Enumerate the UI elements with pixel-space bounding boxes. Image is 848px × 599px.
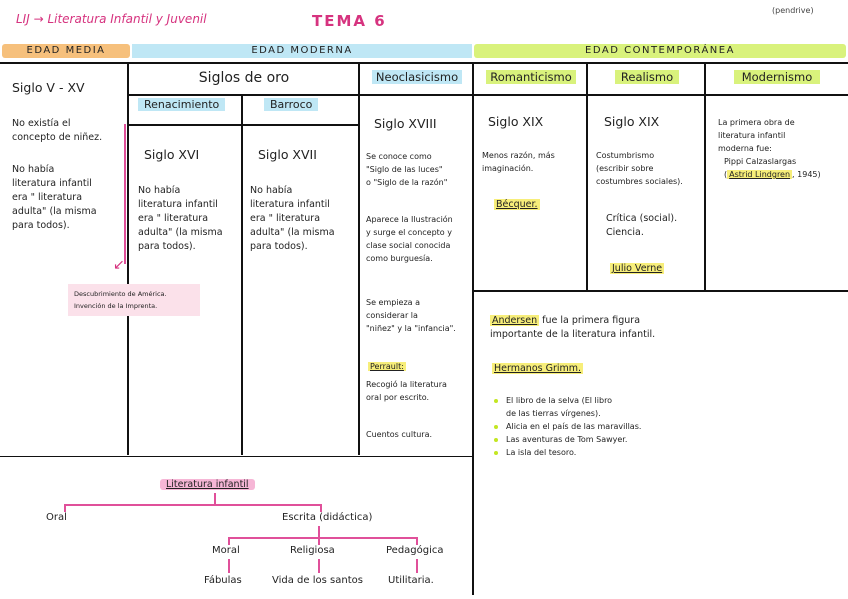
pending-note: (pendrive)	[772, 6, 814, 15]
contemporanea-split	[472, 290, 848, 292]
band-edad-moderna: EDAD MODERNA	[132, 44, 472, 58]
tree-branch-1	[64, 504, 320, 506]
neoclasicismo-text-3: Se empieza a considerar la "niñez" y la "infancia".	[366, 298, 456, 333]
neoclasicismo-heading: Neoclasicismo	[362, 70, 472, 84]
tree-branch-2	[228, 537, 418, 539]
divider-romanticismo	[586, 62, 588, 290]
siglos-de-oro-heading: Siglos de oro	[198, 70, 290, 86]
barroco-century: Siglo XVII	[258, 147, 317, 162]
renacimiento-century: Siglo XVI	[144, 147, 200, 162]
tree-pedagogica-stem	[416, 537, 418, 545]
renacimiento-text: No había literatura infantil era " literatura adulta" (la misma para todos).	[138, 185, 223, 252]
list-item: La isla del tesoro.	[494, 446, 641, 459]
tree-fabulas: Fábulas	[204, 575, 242, 586]
realismo-text-1: Costumbrismo (escribir sobre costumbres sociales).	[596, 151, 683, 186]
neoclasicismo-text-5: Cuentos cultura.	[366, 430, 433, 439]
document-title: LIJ → Literatura Infantil y Juvenil	[16, 12, 207, 26]
tree-utilitaria: Utilitaria.	[388, 575, 434, 586]
bottom-rule	[0, 456, 472, 457]
tree-moral-stem	[228, 537, 230, 545]
band-edad-contemporanea: EDAD CONTEMPORÁNEA	[474, 44, 846, 58]
divider-media	[127, 62, 129, 455]
tree-escrita-stem	[320, 504, 322, 512]
list-item: Las aventuras de Tom Sawyer.	[494, 433, 641, 446]
tree-oral: Oral	[46, 512, 67, 523]
band-edad-media: EDAD MEDIA	[2, 44, 130, 58]
tree-fabulas-stem	[228, 559, 230, 573]
edad-media-heading: Siglo V - XV	[12, 80, 85, 95]
grimm-author: Hermanos Grimm.	[494, 363, 582, 374]
modernismo-text: La primera obra de literatura infantil moderna fue: Pippi Calzaslargas ( Astrid Lindgren , 1945)	[718, 118, 821, 179]
neoclasicismo-century: Siglo XVIII	[374, 116, 437, 131]
realismo-heading: Realismo	[590, 70, 704, 84]
divider-neoclasicismo	[472, 62, 474, 595]
tree-vida-santos: Vida de los santos	[272, 575, 363, 586]
neoclasicismo-text-2: Aparece la Ilustración y surge el concepto y clase social conocida como burguesía.	[366, 215, 453, 263]
bullet-icon	[494, 399, 498, 403]
romanticismo-century: Siglo XIX	[488, 114, 544, 129]
barroco-text: No había literatura infantil era " literatura adulta" (la misma para todos).	[250, 185, 335, 252]
tree-root: Literatura infantil	[160, 478, 255, 492]
andersen-author: Andersen	[492, 315, 538, 326]
tree-oral-stem	[64, 504, 66, 512]
tree-utilitaria-stem	[416, 559, 418, 573]
barroco-label: Barroco	[264, 98, 318, 111]
tema-title: TEMA 6	[312, 12, 387, 30]
realismo-century: Siglo XIX	[604, 114, 660, 129]
edad-media-text-2: No había literatura infantil era " literatura adulta" (la misma para todos).	[12, 164, 97, 231]
tree-escrita: Escrita (didáctica)	[282, 512, 373, 523]
divider-siglos-oro	[358, 62, 360, 455]
tree-religiosa: Religiosa	[290, 545, 335, 556]
tree-moral: Moral	[212, 545, 240, 556]
realismo-text-2: Crítica (social). Ciencia.	[606, 213, 678, 238]
list-item: El libro de la selva (El libro	[494, 394, 641, 407]
list-item: de las tierras vírgenes).	[506, 409, 601, 418]
works-list	[494, 394, 641, 459]
julio-verne-author: Julio Verne	[612, 263, 663, 274]
tree-religiosa-stem	[318, 537, 320, 545]
bullet-icon	[494, 438, 498, 442]
astrid-lindgren-author: Astrid Lindgren	[729, 170, 791, 179]
tree-vida-stem	[318, 559, 320, 573]
romanticismo-heading: Romanticismo	[476, 70, 586, 84]
andersen-line: Andersen fue la primera figura importante de la literatura infantil.	[490, 315, 656, 340]
neoclasicismo-text-1: Se conoce como "Siglo de las luces" o "Siglo de la razón"	[366, 152, 448, 187]
tree-pedagogica: Pedagógica	[386, 545, 444, 556]
heading-rule	[127, 94, 848, 96]
modernismo-heading: Modernismo	[708, 70, 846, 84]
perrault-author: Perrault:	[370, 362, 404, 371]
neoclasicismo-text-4: Recogió la literatura oral por escrito.	[366, 380, 447, 402]
list-item: Alicia en el país de las maravillas.	[494, 420, 641, 433]
becquer-author: Bécquer.	[496, 199, 538, 210]
note-arrow-icon: ↙	[113, 257, 125, 273]
renacimiento-label: Renacimiento	[138, 98, 225, 111]
bullet-icon	[494, 451, 498, 455]
siglos-oro-note: Descubrimiento de América. Invención de la Imprenta.	[68, 284, 200, 316]
divider-renacimiento	[241, 94, 243, 455]
note-arrow-line	[124, 124, 126, 264]
edad-media-text-1: No existía el concepto de niñez.	[12, 118, 103, 143]
bullet-icon	[494, 425, 498, 429]
divider-realismo	[704, 62, 706, 290]
romanticismo-text: Menos razón, más imaginación.	[482, 151, 555, 173]
